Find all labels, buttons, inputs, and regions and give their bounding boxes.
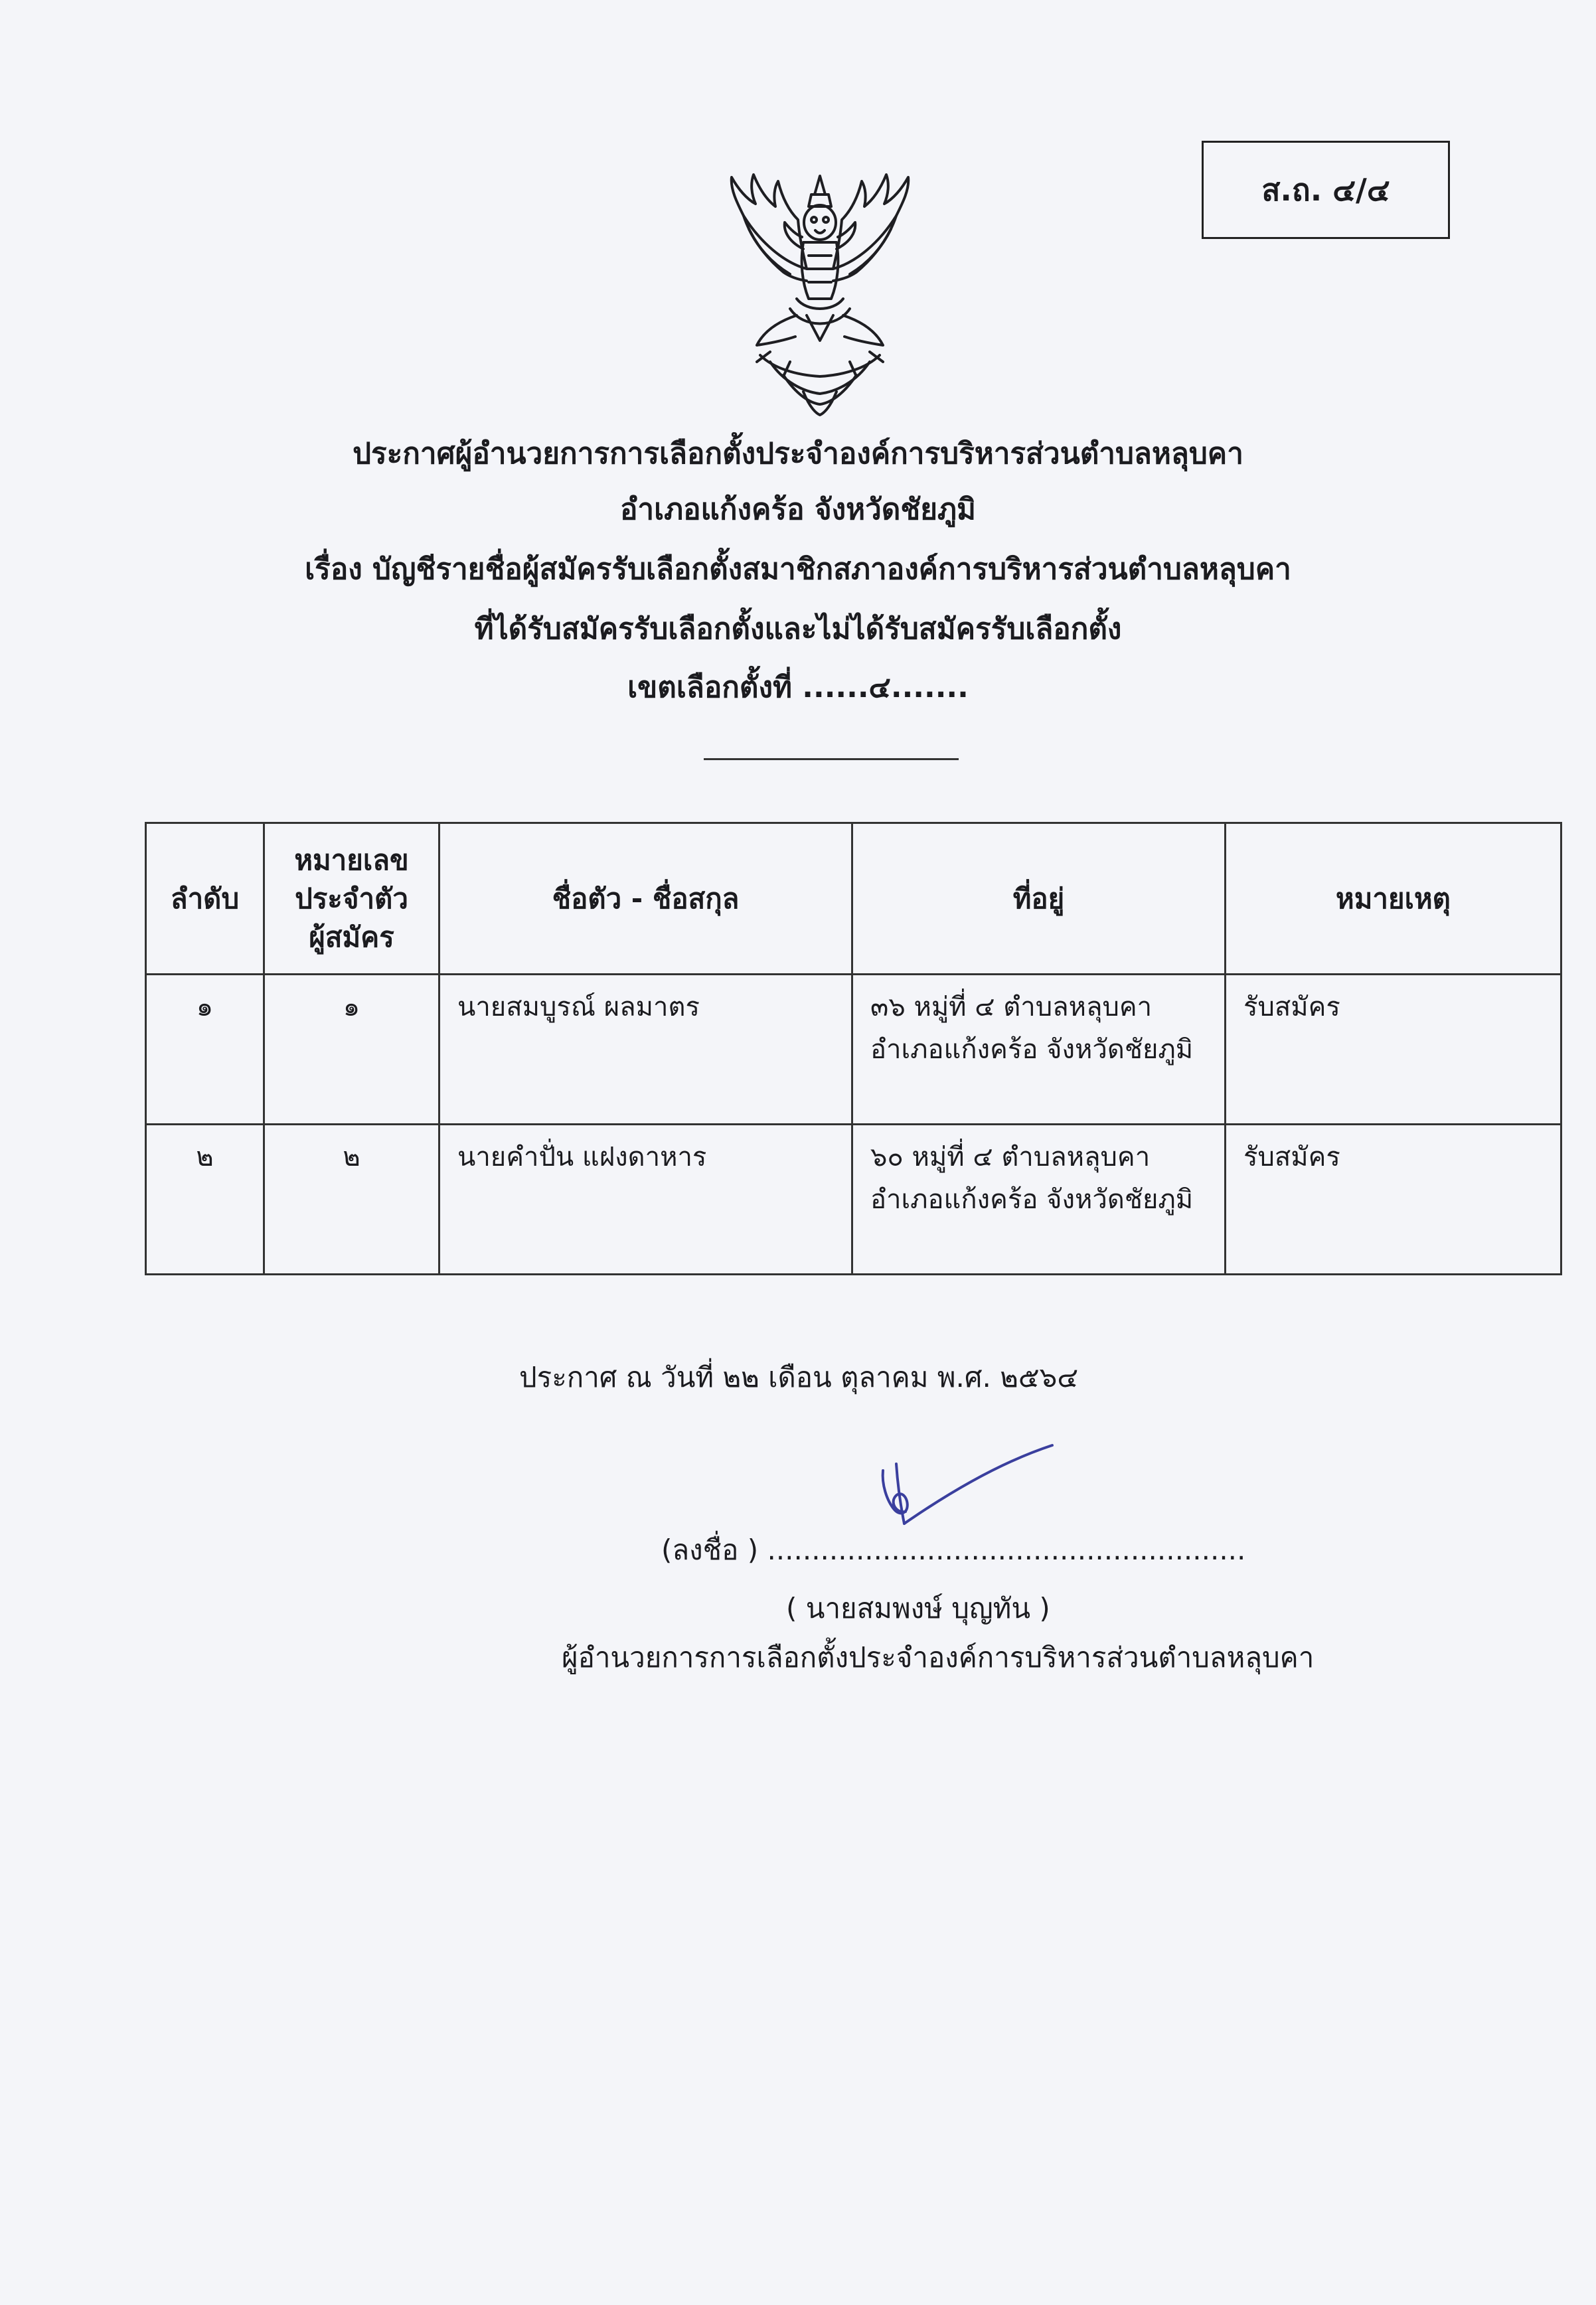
signature-icon bbox=[863, 1437, 1062, 1537]
table-row bbox=[146, 1125, 1561, 1275]
cell-name: นายสมบูรณ์ ผลมาตร bbox=[439, 975, 852, 1125]
cell-address bbox=[852, 1125, 1226, 1275]
header-number-line-1: หมายเลข bbox=[294, 843, 409, 876]
announcement-date: ประกาศ ณ วันที่ ๒๒ เดือน ตุลาคม พ.ศ. ๒๕๖๔ bbox=[519, 1361, 1079, 1393]
header-number-line-2: ประจำตัว bbox=[295, 882, 408, 915]
address-line-1: ๖๐ หมู่ที่ ๔ ตำบลหลุบคา bbox=[870, 1142, 1151, 1172]
header-remark: หมายเหตุ bbox=[1226, 823, 1561, 975]
signer-title: ผู้อำนวยการการเลือกตั้งประจำองค์การบริหารส่วนตำบลหลุบคา bbox=[562, 1641, 1315, 1674]
address-line-2: อำเภอแก้งคร้อ จังหวัดชัยภูมิ bbox=[870, 1034, 1194, 1065]
cell-remark: รับสมัคร bbox=[1226, 1125, 1561, 1275]
header-name: ชื่อตัว - ชื่อสกุล bbox=[439, 823, 852, 975]
garuda-emblem-icon bbox=[690, 163, 949, 422]
candidate-table bbox=[145, 822, 1562, 1275]
form-code: ส.ถ. ๔/๔ bbox=[1261, 171, 1390, 208]
header-order: ลำดับ bbox=[146, 823, 264, 975]
cell-order: ๑ bbox=[146, 975, 264, 1125]
header-number bbox=[264, 823, 439, 975]
heading-line-2: อำเภอแก้งคร้อ จังหวัดชัยภูมิ bbox=[619, 493, 977, 526]
cell-name: นายคำปั่น แฝงดาหาร bbox=[439, 1125, 852, 1275]
cell-number: ๑ bbox=[264, 975, 439, 1125]
address-line-2: อำเภอแก้งคร้อ จังหวัดชัยภูมิ bbox=[870, 1184, 1194, 1215]
form-code-box bbox=[1202, 141, 1450, 239]
signer-name: ( นายสมพงษ์ บุญทัน ) bbox=[786, 1592, 1050, 1625]
cell-remark: รับสมัคร bbox=[1226, 975, 1561, 1125]
heading-underline bbox=[704, 758, 959, 760]
table-header-row bbox=[146, 823, 1561, 975]
header-address: ที่อยู่ bbox=[852, 823, 1226, 975]
cell-address bbox=[852, 975, 1226, 1125]
cell-number: ๒ bbox=[264, 1125, 439, 1275]
address-line-1: ๓๖ หมู่ที่ ๔ ตำบลหลุบคา bbox=[870, 992, 1153, 1022]
table-row bbox=[146, 975, 1561, 1125]
header-number-line-3: ผู้สมัคร bbox=[309, 920, 394, 953]
heading-line-4: ที่ได้รับสมัครรับเลือกตั้งและไม่ได้รับสมัครรับเลือกตั้ง bbox=[474, 612, 1122, 646]
heading-line-3: เรื่อง บัญชีรายชื่อผู้สมัครรับเลือกตั้งสมาชิกสภาองค์การบริหารส่วนตำบลหลุบคา bbox=[305, 552, 1291, 586]
heading-line-5: เขตเลือกตั้งที่ ......๔....... bbox=[627, 671, 969, 704]
cell-order: ๒ bbox=[146, 1125, 264, 1275]
heading-line-1: ประกาศผู้อำนวยการการเลือกตั้งประจำองค์การบริหารส่วนตำบลหลุบคา bbox=[353, 437, 1243, 471]
sign-line: (ลงชื่อ ) ...................................................... bbox=[661, 1534, 1246, 1566]
